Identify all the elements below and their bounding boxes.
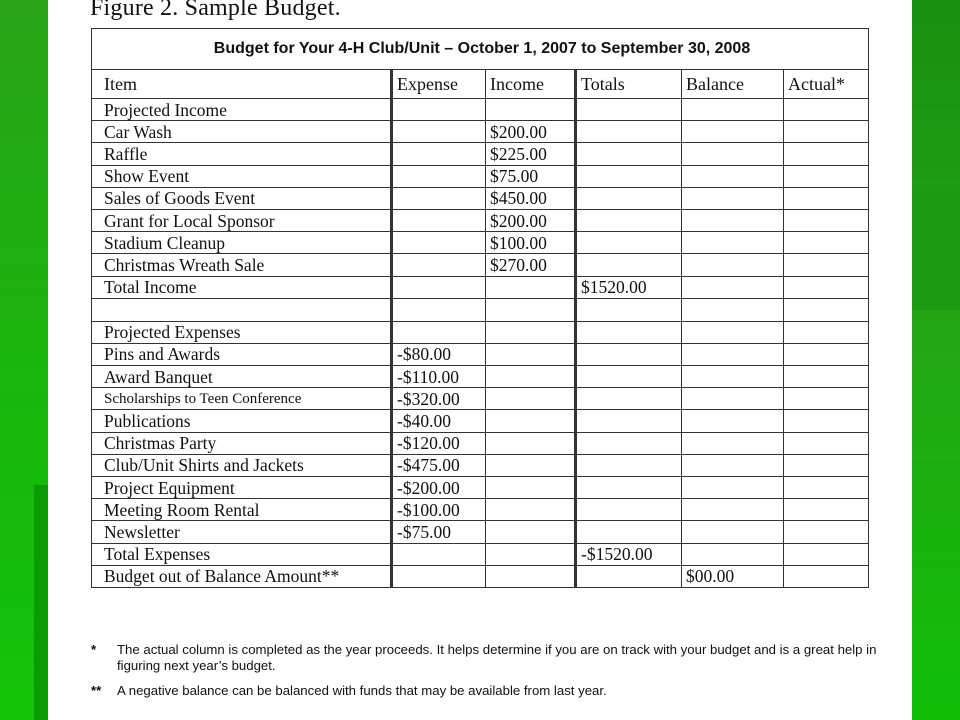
cell-actual	[784, 454, 869, 476]
cell-income: $200.00	[486, 121, 576, 143]
table-row	[92, 209, 869, 231]
cell-item: Meeting Room Rental	[92, 499, 392, 521]
table-row	[92, 499, 869, 521]
cell-totals	[576, 254, 682, 276]
cell-actual	[784, 121, 869, 143]
footnote-mark: **	[91, 683, 102, 698]
cell-actual	[784, 388, 869, 410]
cell-expense	[392, 565, 486, 587]
cell-totals	[576, 432, 682, 454]
table-row	[92, 232, 869, 254]
cell-totals	[576, 143, 682, 165]
cell-expense	[392, 209, 486, 231]
cell-expense	[392, 276, 486, 298]
cell-item: Christmas Party	[92, 432, 392, 454]
footnote-actual-column	[91, 642, 881, 674]
table-row	[92, 366, 869, 388]
cell-expense	[392, 143, 486, 165]
cell-totals	[576, 521, 682, 543]
table-caption-row	[92, 29, 869, 70]
cell-balance	[682, 209, 784, 231]
header-item: Item	[92, 70, 392, 99]
cell-totals	[576, 366, 682, 388]
cell-item	[92, 298, 392, 321]
cell-item: Grant for Local Sponsor	[92, 209, 392, 231]
table-row	[92, 543, 869, 565]
footnotes	[91, 642, 881, 708]
table-row	[92, 521, 869, 543]
cell-income	[486, 521, 576, 543]
cell-item: Stadium Cleanup	[92, 232, 392, 254]
cell-income	[486, 477, 576, 499]
cell-income: $100.00	[486, 232, 576, 254]
cell-actual	[784, 232, 869, 254]
cell-totals	[576, 477, 682, 499]
cell-income: $450.00	[486, 187, 576, 209]
cell-actual	[784, 410, 869, 432]
cell-item: Newsletter	[92, 521, 392, 543]
cell-balance	[682, 187, 784, 209]
cell-balance	[682, 454, 784, 476]
cell-totals: -$1520.00	[576, 543, 682, 565]
cell-totals	[576, 121, 682, 143]
cell-expense	[392, 99, 486, 121]
table-row	[92, 276, 869, 298]
footnote-mark: *	[91, 642, 97, 657]
cell-item: Sales of Goods Event	[92, 187, 392, 209]
cell-item: Projected Expenses	[92, 321, 392, 343]
cell-item: Scholarships to Teen Conference	[92, 388, 392, 410]
cell-totals: $1520.00	[576, 276, 682, 298]
cell-balance	[682, 254, 784, 276]
cell-actual	[784, 521, 869, 543]
cell-balance	[682, 143, 784, 165]
header-totals: Totals	[576, 70, 682, 99]
cell-totals	[576, 499, 682, 521]
cell-item: Raffle	[92, 143, 392, 165]
cell-expense	[392, 165, 486, 187]
cell-actual	[784, 143, 869, 165]
cell-expense	[392, 187, 486, 209]
cell-item: Christmas Wreath Sale	[92, 254, 392, 276]
cell-item: Total Income	[92, 276, 392, 298]
cell-totals	[576, 187, 682, 209]
cell-totals	[576, 99, 682, 121]
cell-actual	[784, 99, 869, 121]
cell-expense: -$100.00	[392, 499, 486, 521]
cell-totals	[576, 298, 682, 321]
cell-income: $75.00	[486, 165, 576, 187]
cell-item: Projected Income	[92, 99, 392, 121]
cell-balance	[682, 276, 784, 298]
cell-balance	[682, 298, 784, 321]
cell-balance	[682, 499, 784, 521]
cell-expense: -$120.00	[392, 432, 486, 454]
cell-balance	[682, 165, 784, 187]
header-balance: Balance	[682, 70, 784, 99]
cell-totals	[576, 209, 682, 231]
cell-balance	[682, 432, 784, 454]
table-row	[92, 165, 869, 187]
cell-actual	[784, 321, 869, 343]
footnote-negative-balance	[91, 683, 881, 699]
background-left-accent	[34, 485, 48, 720]
cell-actual	[784, 209, 869, 231]
cell-expense	[392, 298, 486, 321]
cell-actual	[784, 343, 869, 365]
cell-item: Pins and Awards	[92, 343, 392, 365]
cell-item: Budget out of Balance Amount**	[92, 565, 392, 587]
cell-totals	[576, 410, 682, 432]
cell-item: Total Expenses	[92, 543, 392, 565]
table-row	[92, 410, 869, 432]
table-row	[92, 454, 869, 476]
cell-income	[486, 410, 576, 432]
figure-title: Figure 2. Sample Budget.	[90, 0, 341, 21]
footnote-text: The actual column is completed as the year proceeds. It helps determine if you are on track with your budget and is a great help in figuring next year’s budget.	[117, 642, 877, 673]
cell-balance	[682, 366, 784, 388]
cell-totals	[576, 165, 682, 187]
cell-expense: -$80.00	[392, 343, 486, 365]
cell-totals	[576, 232, 682, 254]
cell-balance	[682, 388, 784, 410]
background-right-band	[912, 0, 960, 720]
cell-balance	[682, 543, 784, 565]
table-row	[92, 388, 869, 410]
cell-balance	[682, 121, 784, 143]
cell-actual	[784, 187, 869, 209]
cell-expense	[392, 321, 486, 343]
cell-actual	[784, 477, 869, 499]
table-row	[92, 432, 869, 454]
cell-item: Publications	[92, 410, 392, 432]
cell-income: $270.00	[486, 254, 576, 276]
cell-expense: -$40.00	[392, 410, 486, 432]
cell-totals	[576, 565, 682, 587]
cell-income	[486, 321, 576, 343]
cell-expense: -$110.00	[392, 366, 486, 388]
cell-totals	[576, 343, 682, 365]
table-row	[92, 121, 869, 143]
cell-income	[486, 454, 576, 476]
cell-expense	[392, 254, 486, 276]
cell-actual	[784, 432, 869, 454]
cell-totals	[576, 454, 682, 476]
table-row	[92, 565, 869, 587]
cell-income	[486, 388, 576, 410]
background-right-accent	[912, 190, 960, 310]
cell-expense: -$320.00	[392, 388, 486, 410]
cell-expense: -$475.00	[392, 454, 486, 476]
table-row	[92, 187, 869, 209]
cell-income	[486, 99, 576, 121]
header-actual: Actual*	[784, 70, 869, 99]
cell-income	[486, 366, 576, 388]
cell-balance	[682, 99, 784, 121]
cell-item: Project Equipment	[92, 477, 392, 499]
cell-actual	[784, 499, 869, 521]
table-row	[92, 143, 869, 165]
cell-income	[486, 276, 576, 298]
cell-balance	[682, 521, 784, 543]
table-row	[92, 477, 869, 499]
table-row	[92, 321, 869, 343]
cell-actual	[784, 366, 869, 388]
cell-item: Car Wash	[92, 121, 392, 143]
cell-expense	[392, 121, 486, 143]
cell-balance	[682, 477, 784, 499]
footnote-text: A negative balance can be balanced with funds that may be available from last year.	[117, 683, 607, 698]
cell-actual	[784, 543, 869, 565]
document-page	[48, 0, 912, 720]
cell-balance: $00.00	[682, 565, 784, 587]
cell-income: $225.00	[486, 143, 576, 165]
cell-actual	[784, 565, 869, 587]
cell-income	[486, 343, 576, 365]
cell-expense: -$200.00	[392, 477, 486, 499]
cell-income	[486, 565, 576, 587]
cell-totals	[576, 388, 682, 410]
cell-income	[486, 298, 576, 321]
cell-income	[486, 432, 576, 454]
cell-actual	[784, 165, 869, 187]
cell-balance	[682, 343, 784, 365]
cell-item: Club/Unit Shirts and Jackets	[92, 454, 392, 476]
header-expense: Expense	[392, 70, 486, 99]
header-income: Income	[486, 70, 576, 99]
cell-balance	[682, 410, 784, 432]
cell-expense: -$75.00	[392, 521, 486, 543]
cell-balance	[682, 232, 784, 254]
cell-expense	[392, 232, 486, 254]
table-row	[92, 254, 869, 276]
cell-item: Show Event	[92, 165, 392, 187]
cell-expense	[392, 543, 486, 565]
table-caption: Budget for Your 4-H Club/Unit – October 1, 2007 to September 30, 2008	[92, 29, 869, 70]
budget-table	[91, 28, 869, 588]
table-row	[92, 99, 869, 121]
table-row	[92, 343, 869, 365]
table-header-row	[92, 70, 869, 99]
cell-actual	[784, 298, 869, 321]
cell-balance	[682, 321, 784, 343]
cell-actual	[784, 254, 869, 276]
cell-item: Award Banquet	[92, 366, 392, 388]
cell-income	[486, 543, 576, 565]
cell-totals	[576, 321, 682, 343]
cell-actual	[784, 276, 869, 298]
table-row	[92, 298, 869, 321]
cell-income	[486, 499, 576, 521]
cell-income: $200.00	[486, 209, 576, 231]
